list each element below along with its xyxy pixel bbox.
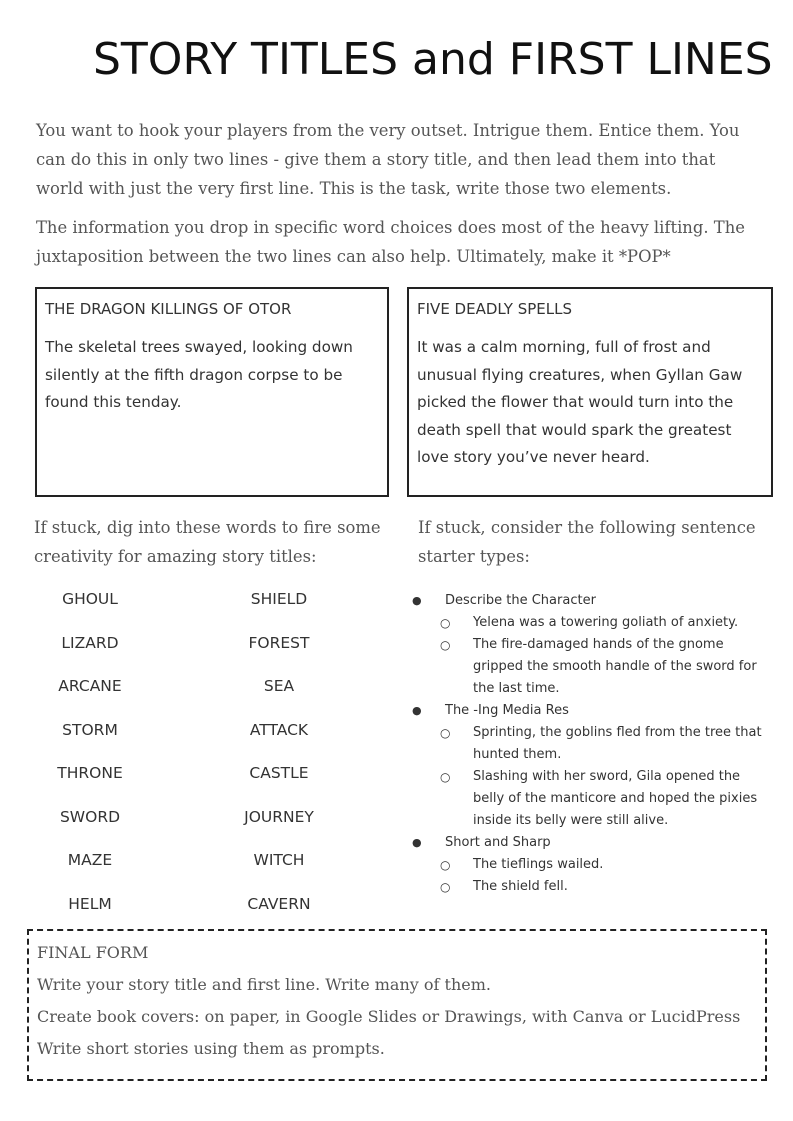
final-form-box [27, 929, 767, 1081]
example-line: It was a calm morning, full of frost and [417, 338, 711, 356]
word-right: JOURNEY [244, 807, 314, 826]
starters-prompt-line: If stuck, consider the following sentence [418, 518, 756, 537]
final-form-line: Write short stories using them as prompts. [37, 1039, 385, 1058]
intro-paragraph-2: The information you drop in specific word choices does most of the heavy lifting. The juxtaposition between the two lines can also help. Ultimately, make it *POP* [36, 218, 745, 266]
word-right: SEA [263, 677, 295, 695]
example-line: love story you’ve never heard. [417, 448, 650, 467]
words-prompt-line: creativity for amazing story titles: [34, 547, 317, 566]
final-form-heading: FINAL FORM [37, 943, 149, 962]
example-title: FIVE DEADLY SPELLS [417, 300, 572, 318]
example-line: silently at the fifth dragon corpse to be [45, 365, 343, 384]
word-left: GHOUL [62, 590, 118, 608]
starter-text: The tieflings wailed. [473, 857, 604, 872]
example-line: unusual flying creatures, when Gyllan Gaw [417, 365, 743, 384]
starter-example [410, 722, 770, 744]
starter-text: gripped the smooth handle of the sword for [473, 659, 757, 674]
starter-text: The fire-damaged hands of the gnome [473, 637, 724, 652]
starter-example [410, 876, 770, 898]
starters-prompt [418, 513, 778, 571]
starter-example [410, 788, 770, 810]
example-line: picked the flower that would turn into the [417, 393, 734, 412]
example-box-1 [35, 287, 389, 497]
starter-example [410, 766, 770, 788]
bullet-hollow-icon: ○ [440, 616, 451, 630]
starter-example [410, 678, 770, 700]
starter-text: The -Ing Media Res [445, 703, 569, 718]
starter-list [410, 590, 770, 898]
word-right: CAVERN [247, 894, 311, 913]
bullet-filled-icon: ● [412, 836, 422, 849]
starter-example [410, 854, 770, 876]
example-line: found this tenday. [45, 393, 182, 412]
words-prompt [34, 513, 394, 571]
bullet-hollow-icon: ○ [440, 880, 451, 894]
example-line: The skeletal trees swayed, looking down [45, 338, 353, 356]
starter-example [410, 744, 770, 766]
starter-text: Slashing with her sword, Gila opened the [473, 769, 741, 784]
starter-text: hunted them. [473, 747, 562, 762]
bullet-filled-icon: ● [412, 594, 422, 607]
bullet-hollow-icon: ○ [440, 770, 451, 784]
word-left: LIZARD [61, 633, 119, 652]
final-form-line: Create book covers: on paper, in Google Slides or Drawings, with Canva or LucidPress [37, 1007, 741, 1026]
word-left: STORM [62, 720, 118, 739]
word-right: CASTLE [249, 764, 309, 782]
starter-example [410, 656, 770, 678]
starter-text: the last time. [473, 681, 560, 696]
word-left: ARCANE [58, 677, 122, 695]
starters-prompt-line: starter types: [418, 547, 530, 566]
final-form-line: Write your story title and first line. Write many of them. [37, 975, 491, 994]
starter-text: Describe the Character [445, 593, 596, 608]
starter-text: The shield fell. [473, 879, 568, 894]
word-left: MAZE [67, 851, 113, 869]
word-right: ATTACK [249, 720, 309, 739]
word-right: WITCH [253, 851, 305, 869]
word-left: SWORD [59, 807, 121, 826]
starter-text: belly of the manticore and hoped the pixies [473, 791, 758, 806]
bullet-filled-icon: ● [412, 704, 422, 717]
word-left: THRONE [57, 764, 123, 782]
example-title: THE DRAGON KILLINGS OF OTOR [45, 300, 292, 318]
starter-text: inside its belly were still alive. [473, 813, 669, 828]
intro-paragraph-1: You want to hook your players from the very outset. Intrigue them. Entice them. You can do this in only two lines - give them a story title, and then lead them into that world with just the very first line. This is the task, write those two elements. [36, 121, 740, 198]
starter-example [410, 634, 770, 656]
starter-type [410, 590, 770, 612]
starter-text: Short and Sharp [445, 835, 551, 850]
starter-example [410, 612, 770, 634]
example-line: death spell that would spark the greatest [417, 420, 732, 439]
starter-type [410, 832, 770, 854]
words-prompt-line: If stuck, dig into these words to fire some [34, 518, 381, 537]
page-title: STORY TITLES and FIRST LINES [93, 34, 773, 85]
starter-example [410, 810, 770, 832]
bullet-hollow-icon: ○ [440, 858, 451, 872]
example-box-2 [407, 287, 773, 497]
bullet-hollow-icon: ○ [440, 726, 451, 740]
starter-text: Sprinting, the goblins fled from the tree that [473, 725, 762, 740]
bullet-hollow-icon: ○ [440, 638, 451, 652]
word-right: FOREST [248, 633, 310, 652]
starter-text: Yelena was a towering goliath of anxiety. [473, 615, 739, 630]
word-left: HELM [68, 894, 112, 913]
word-right: SHIELD [250, 590, 308, 608]
starter-type [410, 700, 770, 722]
